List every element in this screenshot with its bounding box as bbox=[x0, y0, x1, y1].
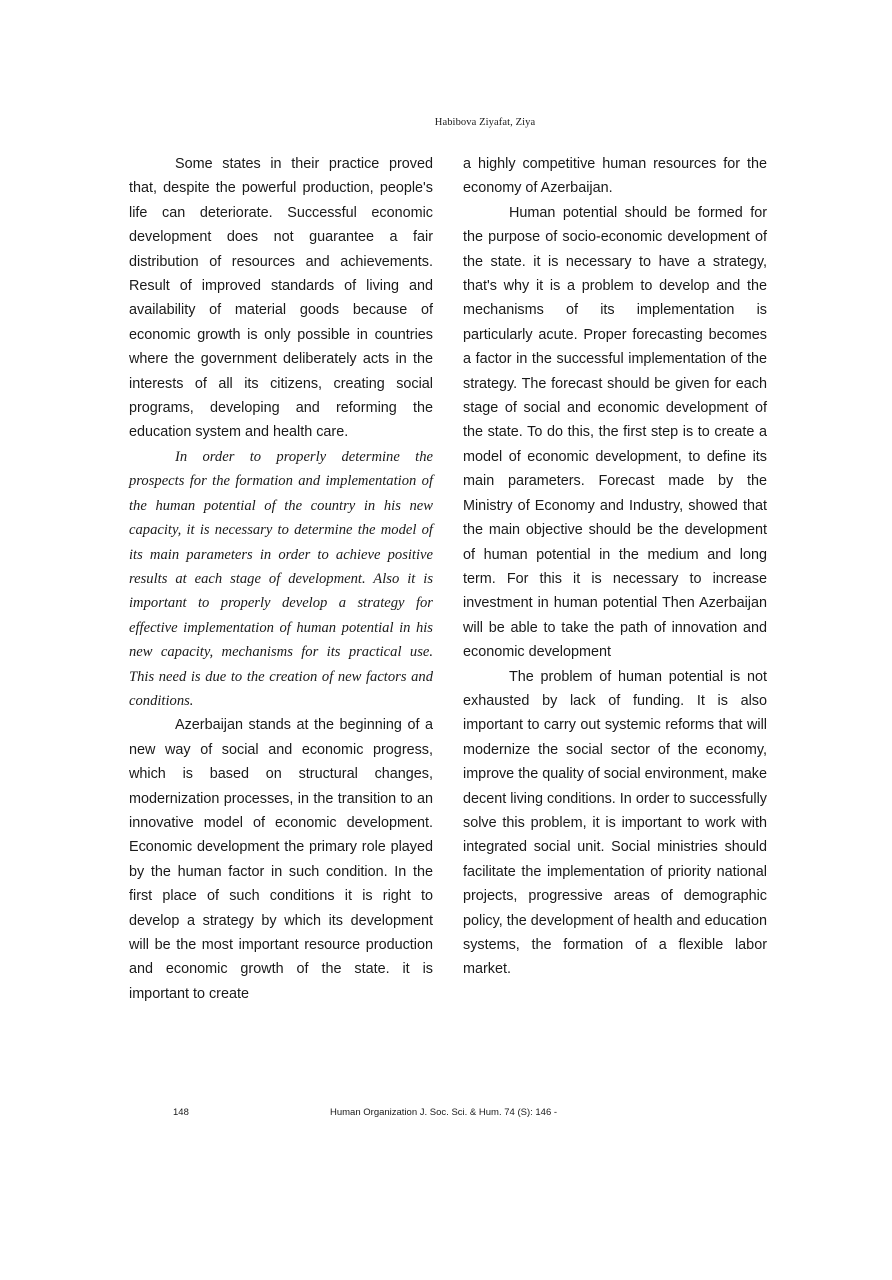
body-paragraph: The problem of human potential is not exhausted by lack of funding. It is also important to carry out systemic reforms that will modernize the social sector of the economy, improve the quality of social environment, make decent living conditions. In order to successfully solve this problem, it is important to work with integrated social unit. Social ministries should facilitate the implementation of priority national projects, progressive areas of demographic policy, the development of health and education systems, the formation of a flexible labor market. bbox=[463, 668, 767, 978]
page-number: 148 bbox=[173, 1107, 189, 1118]
left-column bbox=[129, 152, 433, 1006]
right-column bbox=[463, 152, 767, 982]
italic-paragraph: In order to properly determine the prospects for the formation and implementation of the human potential of the country in his new capacity, it is necessary to determine the model of its main parameters in order to achieve positive results at each stage of development. Also it is important to properly develop a strategy for effective implementation of human potential in his new capacity, mechanisms for its practical use. This need is due to the creation of new factors and conditions. bbox=[129, 448, 433, 709]
continued-paragraph: a highly competitive human resources for the economy of Azerbaijan. bbox=[463, 156, 767, 197]
body-paragraph: Some states in their practice proved that, despite the powerful production, people's life can deteriorate. Successful economic development does not guarantee a fair distribution of resources and achievements. Result of improved standards of living and availability of material goods because of economic growth is only possible in countries where the government deliberately acts in the interests of all its citizens, creating social programs, developing and reforming the education system and health care. bbox=[129, 156, 433, 441]
body-paragraph: Human potential should be formed for the purpose of socio-economic development of the state. it is necessary to have a strategy, that's why it is a problem to develop and the mechanisms of its implementation is particularly acute. Proper forecasting becomes a factor in the successful implementation of the strategy. The forecast should be given for each stage of social and economic development of the state. To do this, the first step is to create a model of economic development, to define its main parameters. Forecast made by the Ministry of Economy and Industry, showed that the main objective should be the development of human potential in the medium and long term. For this it is necessary to increase investment in human potential Then Azerbaijan will be able to take the path of innovation and economic development bbox=[463, 204, 767, 661]
body-paragraph: Azerbaijan stands at the beginning of a new way of social and economic progress, which is based on structural changes, modernization processes, in the transition to an innovative model of economic development. Economic development the primary role played by the human factor in such condition. In the first place of such conditions it is right to develop a strategy by which its development will be the most important resource production and economic growth of the state. it is important to create bbox=[129, 717, 433, 1002]
running-head: Habibova Ziyafat, Ziya bbox=[434, 117, 536, 128]
journal-citation: Human Organization J. Soc. Sci. & Hum. 74 (S): 146 - bbox=[330, 1107, 558, 1118]
